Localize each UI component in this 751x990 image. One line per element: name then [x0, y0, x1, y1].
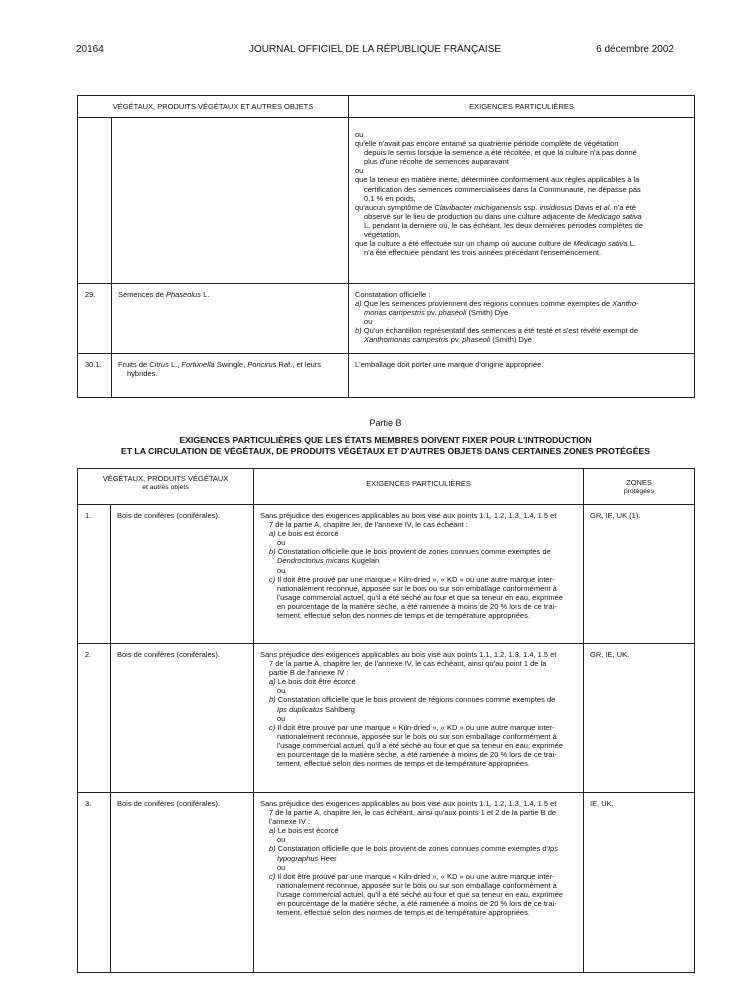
row-name: Semences de Phaseolus L.: [112, 284, 349, 354]
row-number: 2.: [78, 644, 111, 793]
part-b-heading: EXIGENCES PARTICULIÈRES QUE LES ÉTATS MEMBRES DOIVENT FIXER POUR L'INTRODUCTION ET LA CIRCULATION DE VÉGÉTAUX, DE PRODUITS VÉGÉTAUX ET D'AUTRES OBJETS DANS CERTAINES ZONES PROTÉGÉES: [120, 435, 651, 456]
page-header: [76, 44, 674, 58]
row-name: Bois de conifères (coniférales).: [111, 793, 254, 973]
requirements-cell: Sans préjudice des exigences applicables au bois visé aux points 1.1, 1.2, 1.3, 1.4, 1.5 et 7 de la partie A, chapitre Ier, de l'annexe IV, le cas échéant, ainsi qu'au point 1 de la partie B de l'annexe IV : a) Le bois doit être écorcé ou b) Constatation officielle que le bois provient de régions connues comme exemptes de Ips duplicatus Sahlberg ou c) Il doit être prouvé par une marque « Kiln-dried », « KD » ou une autre marque inter- nationalement reconnue, apposée sur le bois ou sur son emballage conformément à l'usage commercial actuel, qu'il a été séché au four et que sa teneur en eau, exprimée en pourcentage de la matière sèche, a été ramenée à moins de 20 % lors de ce trai- tement, effectué selon des normes de temps et de température appropriées.: [254, 644, 584, 793]
row-name-cell: [112, 118, 349, 284]
requirements-cell: ou qu'elle n'avait pas encore entamé sa quatrième période complète de végétation depuis le semis lorsque la semence a été récoltée, et que la culture n'a pas donné plus d'une récolte de semences auparavant ou que la teneur en matière inerte, déterminée conformément aux règles applicables à la certification des semences commercialisées dans la Communauté, ne dépasse pas 0,1 % en poids, qu'aucun symptôme de Clavibacter michiganensis ssp. insidiosus Davis et al. n'a été observé sur le lieu de production ou dans une culture adjacente de Medicago sativa L. pendant la dernière ou, le cas échéant, les deux dernières périodes complètes de végétation, que la culture a été effectuée sur un champ où aucune culture de Medicago sativa L. n'a été effectuée pendant les trois années précédant l'ensemencement.: [349, 118, 695, 284]
journal-title: JOURNAL OFFICIEL DE LA RÉPUBLIQUE FRANÇAISE: [248, 44, 502, 55]
part-b-title: Partie B: [369, 418, 402, 428]
row-number-cell: [78, 118, 112, 284]
annex-table-part-a: [77, 95, 695, 398]
row-name: Fruits de Citrus L., Fortunella Swingle, Poncirus Raf., et leurs hybrides.: [112, 354, 349, 398]
page-number: 20164: [76, 44, 104, 55]
col-header-zones: ZONES protégées: [584, 469, 695, 505]
row-number: 29.: [78, 284, 112, 354]
requirements-cell: Sans préjudice des exigences applicables au bois visé aux points 1.1, 1.2, 1.3, 1.4, 1.5 et 7 de la partie A, chapitre Ier, de l'annexe IV, le cas échéant : a) Le bois est écorcé ou b) Constatation officielle que le bois provient de zones connues comme exemptes de Dendroctonus micans Kugelan ou c) Il doit être prouvé par une marque « Kiln-dried », « KD » ou une autre marque inter- nationalement reconnue, apposée sur le bois ou sur son emballage conformément à l'usage commercial actuel, qu'il a été séché au four et que sa teneur en eau, exprimée en pourcentage de la matière sèche, a été ramenée à moins de 20 % lors de ce trai- tement, effectué selon des normes de temps et de température appropriées.: [254, 505, 584, 644]
row-name: Bois de conifères (coniférales).: [111, 644, 254, 793]
row-number: 3.: [78, 793, 111, 973]
col-header-requirements: EXIGENCES PARTICULIÈRES: [254, 469, 584, 505]
zones-cell: GR, IE, UK.: [584, 644, 695, 793]
annex-table-part-b: [77, 468, 695, 973]
col-header-requirements: EXIGENCES PARTICULIÈRES: [349, 96, 695, 118]
table-row: [78, 284, 695, 354]
col-header-objects: VÉGÉTAUX, PRODUITS VÉGÉTAUX ET AUTRES OBJETS: [78, 96, 349, 118]
col-header-objects: VÉGÉTAUX, PRODUITS VÉGÉTAUX et autres objets: [78, 469, 254, 505]
zones-cell: GR, IE, UK (1).: [584, 505, 695, 644]
row-number: 30.1.: [78, 354, 112, 398]
requirements-cell: Sans préjudice des exigences applicables au bois visé aux points 1.1, 1.2, 1.3, 1.4, 1.5 et 7 de la partie A, chapitre Ier, le cas échéant, ainsi qu'aux points 1 et 2 de la partie B de l'annexe IV : a) Le bois est écorcé ou b) Constatation officielle que le bois provient de zones connues comme exemptes d'Ips typographus Heer ou c) Il doit être prouvé par une marque « Kiln-dried », « KD » ou une autre marque inter- nationalement reconnue, apposée sur le bois ou sur son emballage conformément à l'usage commercial actuel, qu'il a été séché au four et que sa teneur en eau, exprimée en pourcentage de la matière sèche, a été ramenée à moins de 20 % lors de ce trai- tement, effectué selon des normes de temps et de température appropriées.: [254, 793, 584, 973]
table-row: [78, 118, 695, 284]
zones-cell: IE, UK.: [584, 793, 695, 973]
table-row: [78, 505, 695, 644]
requirements-cell: L'emballage doit porter une marque d'origine appropriée.: [349, 354, 695, 398]
table-row: [78, 644, 695, 793]
publication-date: 6 décembre 2002: [596, 44, 674, 55]
requirements-cell: Constatation officielle : a) Que les semences proviennent des régions connues comme exemptes de Xantho- monas campestris pv. phaseoli (Smith) Dye ou b) Qu'un échantillon représentatif des semences a été testé et s'est révélé exempt de Xanthomonas campestris pv. phaseoli (Smith) Dye.: [349, 284, 695, 354]
row-name: Bois de conifères (coniférales).: [111, 505, 254, 644]
table-row: [78, 793, 695, 973]
table-row: [78, 354, 695, 398]
row-number: 1.: [78, 505, 111, 644]
